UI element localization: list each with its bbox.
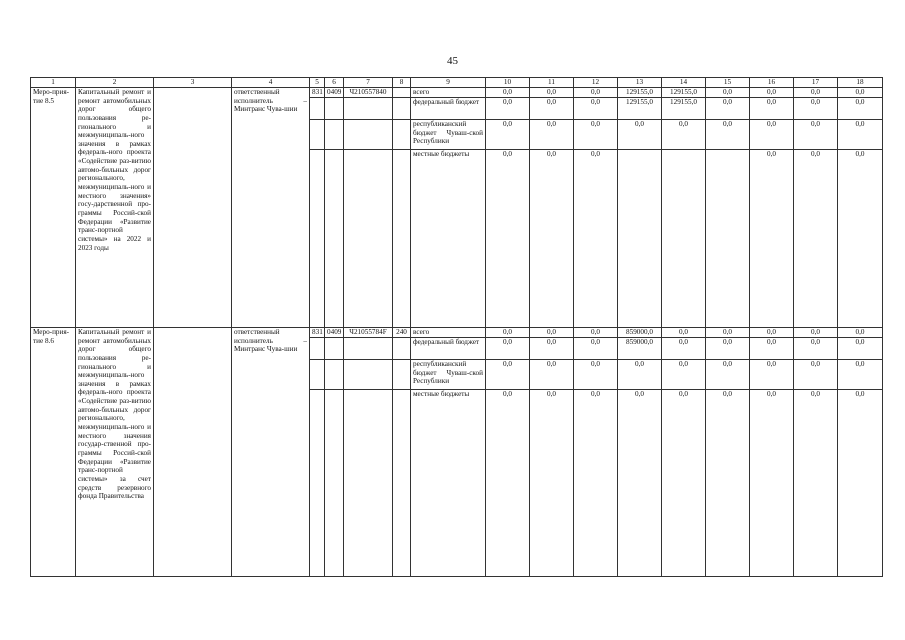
value-cell: 0,0 bbox=[794, 98, 838, 120]
value-cell: 0,0 bbox=[662, 390, 706, 577]
grbs-code bbox=[310, 120, 325, 150]
column-3-cell bbox=[154, 88, 232, 328]
value-cell: 0,0 bbox=[750, 150, 794, 328]
value-cell: 0,0 bbox=[662, 338, 706, 360]
column-header: 10 bbox=[486, 78, 530, 88]
value-cell: 0,0 bbox=[706, 98, 750, 120]
value-cell: 0,0 bbox=[574, 338, 618, 360]
value-cell: 0,0 bbox=[838, 120, 883, 150]
table-row bbox=[31, 328, 883, 338]
grbs-code: 831 bbox=[310, 328, 325, 338]
value-cell: 0,0 bbox=[838, 360, 883, 390]
value-cell: 0,0 bbox=[662, 328, 706, 338]
vr-code bbox=[393, 88, 411, 98]
vr-code bbox=[393, 150, 411, 328]
value-cell: 0,0 bbox=[750, 338, 794, 360]
rzpr-code bbox=[325, 150, 344, 328]
value-cell: 0,0 bbox=[530, 338, 574, 360]
rzpr-code: 0409 bbox=[325, 328, 344, 338]
value-cell: 0,0 bbox=[794, 88, 838, 98]
value-cell: 0,0 bbox=[750, 390, 794, 577]
value-cell bbox=[618, 150, 662, 328]
value-cell: 0,0 bbox=[750, 360, 794, 390]
vr-code bbox=[393, 120, 411, 150]
value-cell: 0,0 bbox=[706, 120, 750, 150]
value-cell: 0,0 bbox=[574, 120, 618, 150]
event-id: Меро-прия-тие 8.6 bbox=[31, 328, 76, 577]
grbs-code bbox=[310, 338, 325, 360]
value-cell: 0,0 bbox=[794, 328, 838, 338]
csr-code bbox=[344, 360, 393, 390]
value-cell: 0,0 bbox=[794, 390, 838, 577]
value-cell: 0,0 bbox=[794, 338, 838, 360]
value-cell: 0,0 bbox=[486, 360, 530, 390]
csr-code bbox=[344, 390, 393, 577]
value-cell: 129155,0 bbox=[618, 98, 662, 120]
column-header: 14 bbox=[662, 78, 706, 88]
value-cell bbox=[706, 150, 750, 328]
executor: ответственный исполнитель – Минтранс Чува-шии bbox=[232, 328, 310, 577]
value-cell: 859000,0 bbox=[618, 338, 662, 360]
funding-source: местные бюджеты bbox=[411, 390, 486, 577]
event-description: Капитальный ремонт и ремонт автомобильных дорог общего пользования ре-гионального и межмуниципаль-ного значения в рамках федераль-ного проекта «Содействие раз-витию автомо-бильных дорог регионального, межмуниципаль-ного и местного значения» госу-дарственной про-граммы Россий-ской Федерации «Развитие транс-портной системы» на 2022 и 2023 годы bbox=[76, 88, 154, 328]
value-cell: 129155,0 bbox=[662, 88, 706, 98]
column-header: 7 bbox=[344, 78, 393, 88]
csr-code bbox=[344, 120, 393, 150]
value-cell: 0,0 bbox=[618, 360, 662, 390]
value-cell: 0,0 bbox=[706, 88, 750, 98]
value-cell: 0,0 bbox=[838, 88, 883, 98]
vr-code bbox=[393, 390, 411, 577]
page-number: 45 bbox=[447, 55, 458, 67]
value-cell: 0,0 bbox=[530, 88, 574, 98]
value-cell: 0,0 bbox=[706, 328, 750, 338]
value-cell: 0,0 bbox=[574, 88, 618, 98]
rzpr-code bbox=[325, 390, 344, 577]
value-cell: 0,0 bbox=[706, 390, 750, 577]
value-cell: 859000,0 bbox=[618, 328, 662, 338]
value-cell: 0,0 bbox=[618, 120, 662, 150]
value-cell: 0,0 bbox=[486, 88, 530, 98]
value-cell: 0,0 bbox=[486, 390, 530, 577]
funding-source: всего bbox=[411, 328, 486, 338]
executor: ответственный исполнитель – Минтранс Чува-шии bbox=[232, 88, 310, 328]
column-header: 12 bbox=[574, 78, 618, 88]
value-cell: 0,0 bbox=[486, 338, 530, 360]
column-header: 15 bbox=[706, 78, 750, 88]
value-cell: 0,0 bbox=[750, 88, 794, 98]
column-header: 8 bbox=[393, 78, 411, 88]
funding-source: федеральный бюджет bbox=[411, 98, 486, 120]
column-header: 6 bbox=[325, 78, 344, 88]
value-cell: 0,0 bbox=[530, 328, 574, 338]
rzpr-code bbox=[325, 338, 344, 360]
funding-source: местные бюджеты bbox=[411, 150, 486, 328]
budget-table bbox=[30, 77, 883, 577]
csr-code bbox=[344, 338, 393, 360]
csr-code: Ч210557840 bbox=[344, 88, 393, 98]
vr-code: 240 bbox=[393, 328, 411, 338]
value-cell: 0,0 bbox=[574, 98, 618, 120]
value-cell: 0,0 bbox=[574, 360, 618, 390]
value-cell: 0,0 bbox=[750, 328, 794, 338]
value-cell: 0,0 bbox=[794, 150, 838, 328]
column-header: 3 bbox=[154, 78, 232, 88]
funding-source: федеральный бюджет bbox=[411, 338, 486, 360]
grbs-code: 831 bbox=[310, 88, 325, 98]
value-cell: 0,0 bbox=[838, 328, 883, 338]
event-description: Капитальный ремонт и ремонт автомобильных дорог общего пользования ре-гионального и межмуниципаль-ного значения в рамках федераль-ного проекта «Содействие раз-витию автомо-бильных дорог регионального, межмуниципаль-ного и местного значения государ-ственной про-граммы Россий-ской Федерации «Развитие транс-портной системы» за счет средств резервного фонда Правительства bbox=[76, 328, 154, 577]
column-header: 5 bbox=[310, 78, 325, 88]
value-cell: 0,0 bbox=[662, 360, 706, 390]
value-cell: 0,0 bbox=[838, 390, 883, 577]
value-cell: 0,0 bbox=[750, 98, 794, 120]
value-cell: 0,0 bbox=[706, 360, 750, 390]
vr-code bbox=[393, 98, 411, 120]
table-row bbox=[31, 88, 883, 98]
value-cell: 0,0 bbox=[574, 328, 618, 338]
value-cell: 0,0 bbox=[486, 150, 530, 328]
value-cell: 0,0 bbox=[838, 98, 883, 120]
value-cell: 0,0 bbox=[530, 98, 574, 120]
value-cell: 0,0 bbox=[838, 150, 883, 328]
value-cell: 0,0 bbox=[794, 360, 838, 390]
column-header: 17 bbox=[794, 78, 838, 88]
value-cell: 0,0 bbox=[574, 390, 618, 577]
value-cell bbox=[662, 150, 706, 328]
value-cell: 0,0 bbox=[530, 150, 574, 328]
funding-source: республиканский бюджет Чуваш-ской Республики bbox=[411, 360, 486, 390]
rzpr-code bbox=[325, 120, 344, 150]
vr-code bbox=[393, 338, 411, 360]
grbs-code bbox=[310, 150, 325, 328]
grbs-code bbox=[310, 98, 325, 120]
value-cell: 0,0 bbox=[618, 390, 662, 577]
column-header: 9 bbox=[411, 78, 486, 88]
funding-source: всего bbox=[411, 88, 486, 98]
grbs-code bbox=[310, 390, 325, 577]
value-cell: 129155,0 bbox=[662, 98, 706, 120]
value-cell: 0,0 bbox=[530, 360, 574, 390]
column-header: 16 bbox=[750, 78, 794, 88]
csr-code bbox=[344, 150, 393, 328]
column-header: 2 bbox=[76, 78, 154, 88]
value-cell: 0,0 bbox=[662, 120, 706, 150]
funding-source: республиканский бюджет Чуваш-ской Республики bbox=[411, 120, 486, 150]
csr-code bbox=[344, 98, 393, 120]
grbs-code bbox=[310, 360, 325, 390]
rzpr-code bbox=[325, 360, 344, 390]
value-cell: 0,0 bbox=[530, 390, 574, 577]
value-cell: 0,0 bbox=[486, 328, 530, 338]
column-header: 11 bbox=[530, 78, 574, 88]
column-3-cell bbox=[154, 328, 232, 577]
value-cell: 0,0 bbox=[750, 120, 794, 150]
rzpr-code: 0409 bbox=[325, 88, 344, 98]
column-header: 18 bbox=[838, 78, 883, 88]
value-cell: 129155,0 bbox=[618, 88, 662, 98]
csr-code: Ч21055784F bbox=[344, 328, 393, 338]
rzpr-code bbox=[325, 98, 344, 120]
value-cell: 0,0 bbox=[794, 120, 838, 150]
value-cell: 0,0 bbox=[838, 338, 883, 360]
column-header: 13 bbox=[618, 78, 662, 88]
value-cell: 0,0 bbox=[706, 338, 750, 360]
value-cell: 0,0 bbox=[574, 150, 618, 328]
value-cell: 0,0 bbox=[530, 120, 574, 150]
vr-code bbox=[393, 360, 411, 390]
header-row bbox=[31, 78, 883, 88]
event-id: Меро-прия-тие 8.5 bbox=[31, 88, 76, 328]
column-header: 1 bbox=[31, 78, 76, 88]
value-cell: 0,0 bbox=[486, 120, 530, 150]
value-cell: 0,0 bbox=[486, 98, 530, 120]
column-header: 4 bbox=[232, 78, 310, 88]
